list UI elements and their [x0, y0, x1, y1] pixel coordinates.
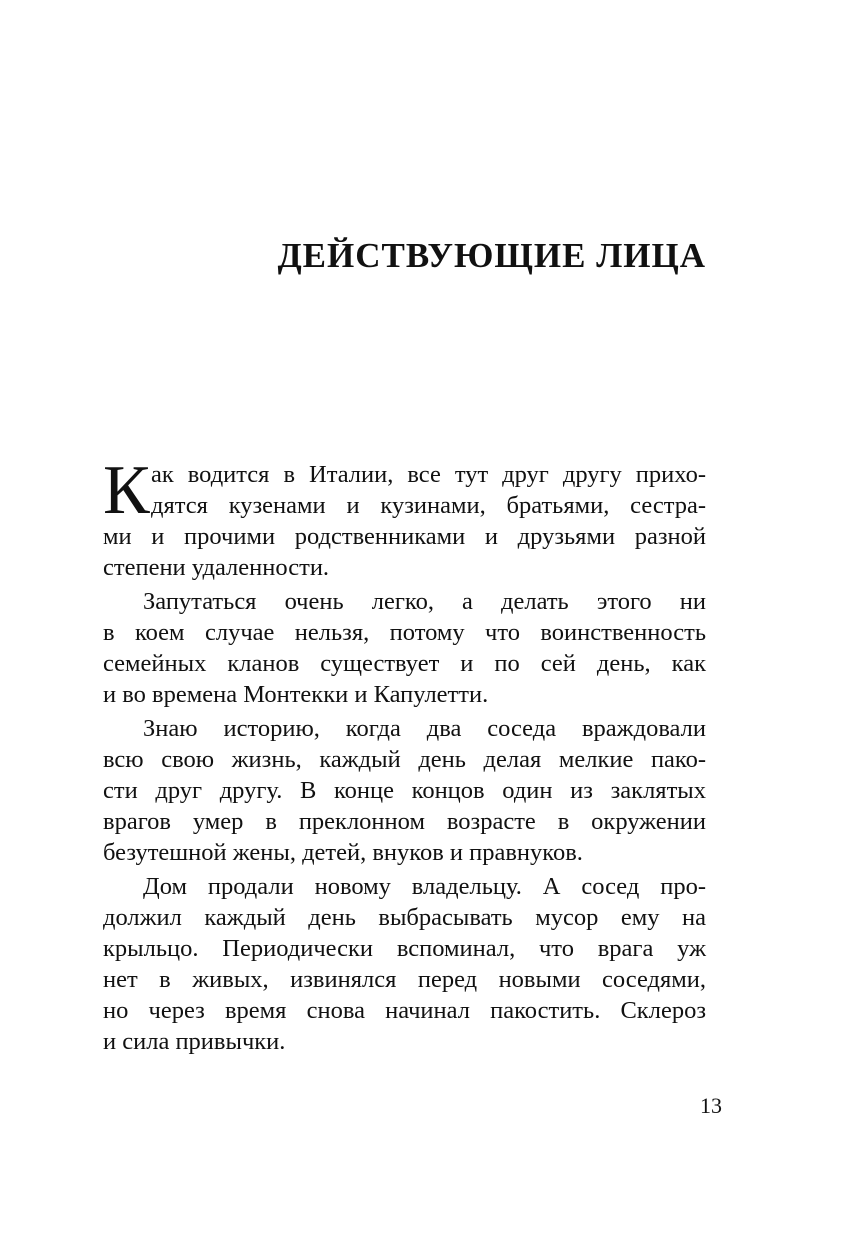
text-line: и во времена Монтекки и Капулетти. [103, 681, 489, 708]
text-line: всю свою жизнь, каждый день делая мелкие пако- [103, 746, 706, 773]
body-text [103, 452, 706, 1057]
text-line: семейных кланов существует и по сей день, как [103, 650, 706, 677]
drop-cap: К [103, 452, 150, 529]
text-line: Запутаться очень легко, а делать этого ни [143, 588, 706, 615]
text-line: Дом продали новому владельцу. А сосед про- [143, 873, 706, 900]
text-line: безутешной жены, детей, внуков и правнуков. [103, 839, 583, 866]
text-line: и сила привычки. [103, 1028, 286, 1055]
text-line: крыльцо. Периодически вспоминал, что врага уж [103, 935, 706, 962]
text-line: степени удаленности. [103, 554, 330, 581]
text-line: ак водится в Италии, все тут друг другу прихо- [151, 461, 706, 488]
text-line: дятся кузенами и кузинами, братьями, сестра- [151, 492, 706, 519]
paragraph-3 [103, 713, 706, 868]
page-number: 13 [700, 1093, 722, 1118]
text-line: ми и прочими родственниками и друзьями разной [103, 523, 706, 550]
paragraph-2 [103, 586, 706, 710]
text-line: нет в живых, извинялся перед новыми соседями, [103, 966, 706, 993]
text-line: должил каждый день выбрасывать мусор ему на [103, 904, 706, 931]
text-line: но через время снова начинал пакостить. Склероз [103, 997, 706, 1024]
text-line: врагов умер в преклонном возрасте в окружении [103, 808, 706, 835]
paragraph-1 [103, 452, 706, 583]
paragraph-4 [103, 871, 706, 1057]
text-line: Знаю историю, когда два соседа враждовали [143, 715, 706, 742]
text-line: сти друг другу. В конце концов один из заклятых [103, 777, 706, 804]
text-line: в коем случае нельзя, потому что воинственность [103, 619, 706, 646]
chapter-title: ДЕЙСТВУЮЩИЕ ЛИЦА [277, 236, 706, 275]
